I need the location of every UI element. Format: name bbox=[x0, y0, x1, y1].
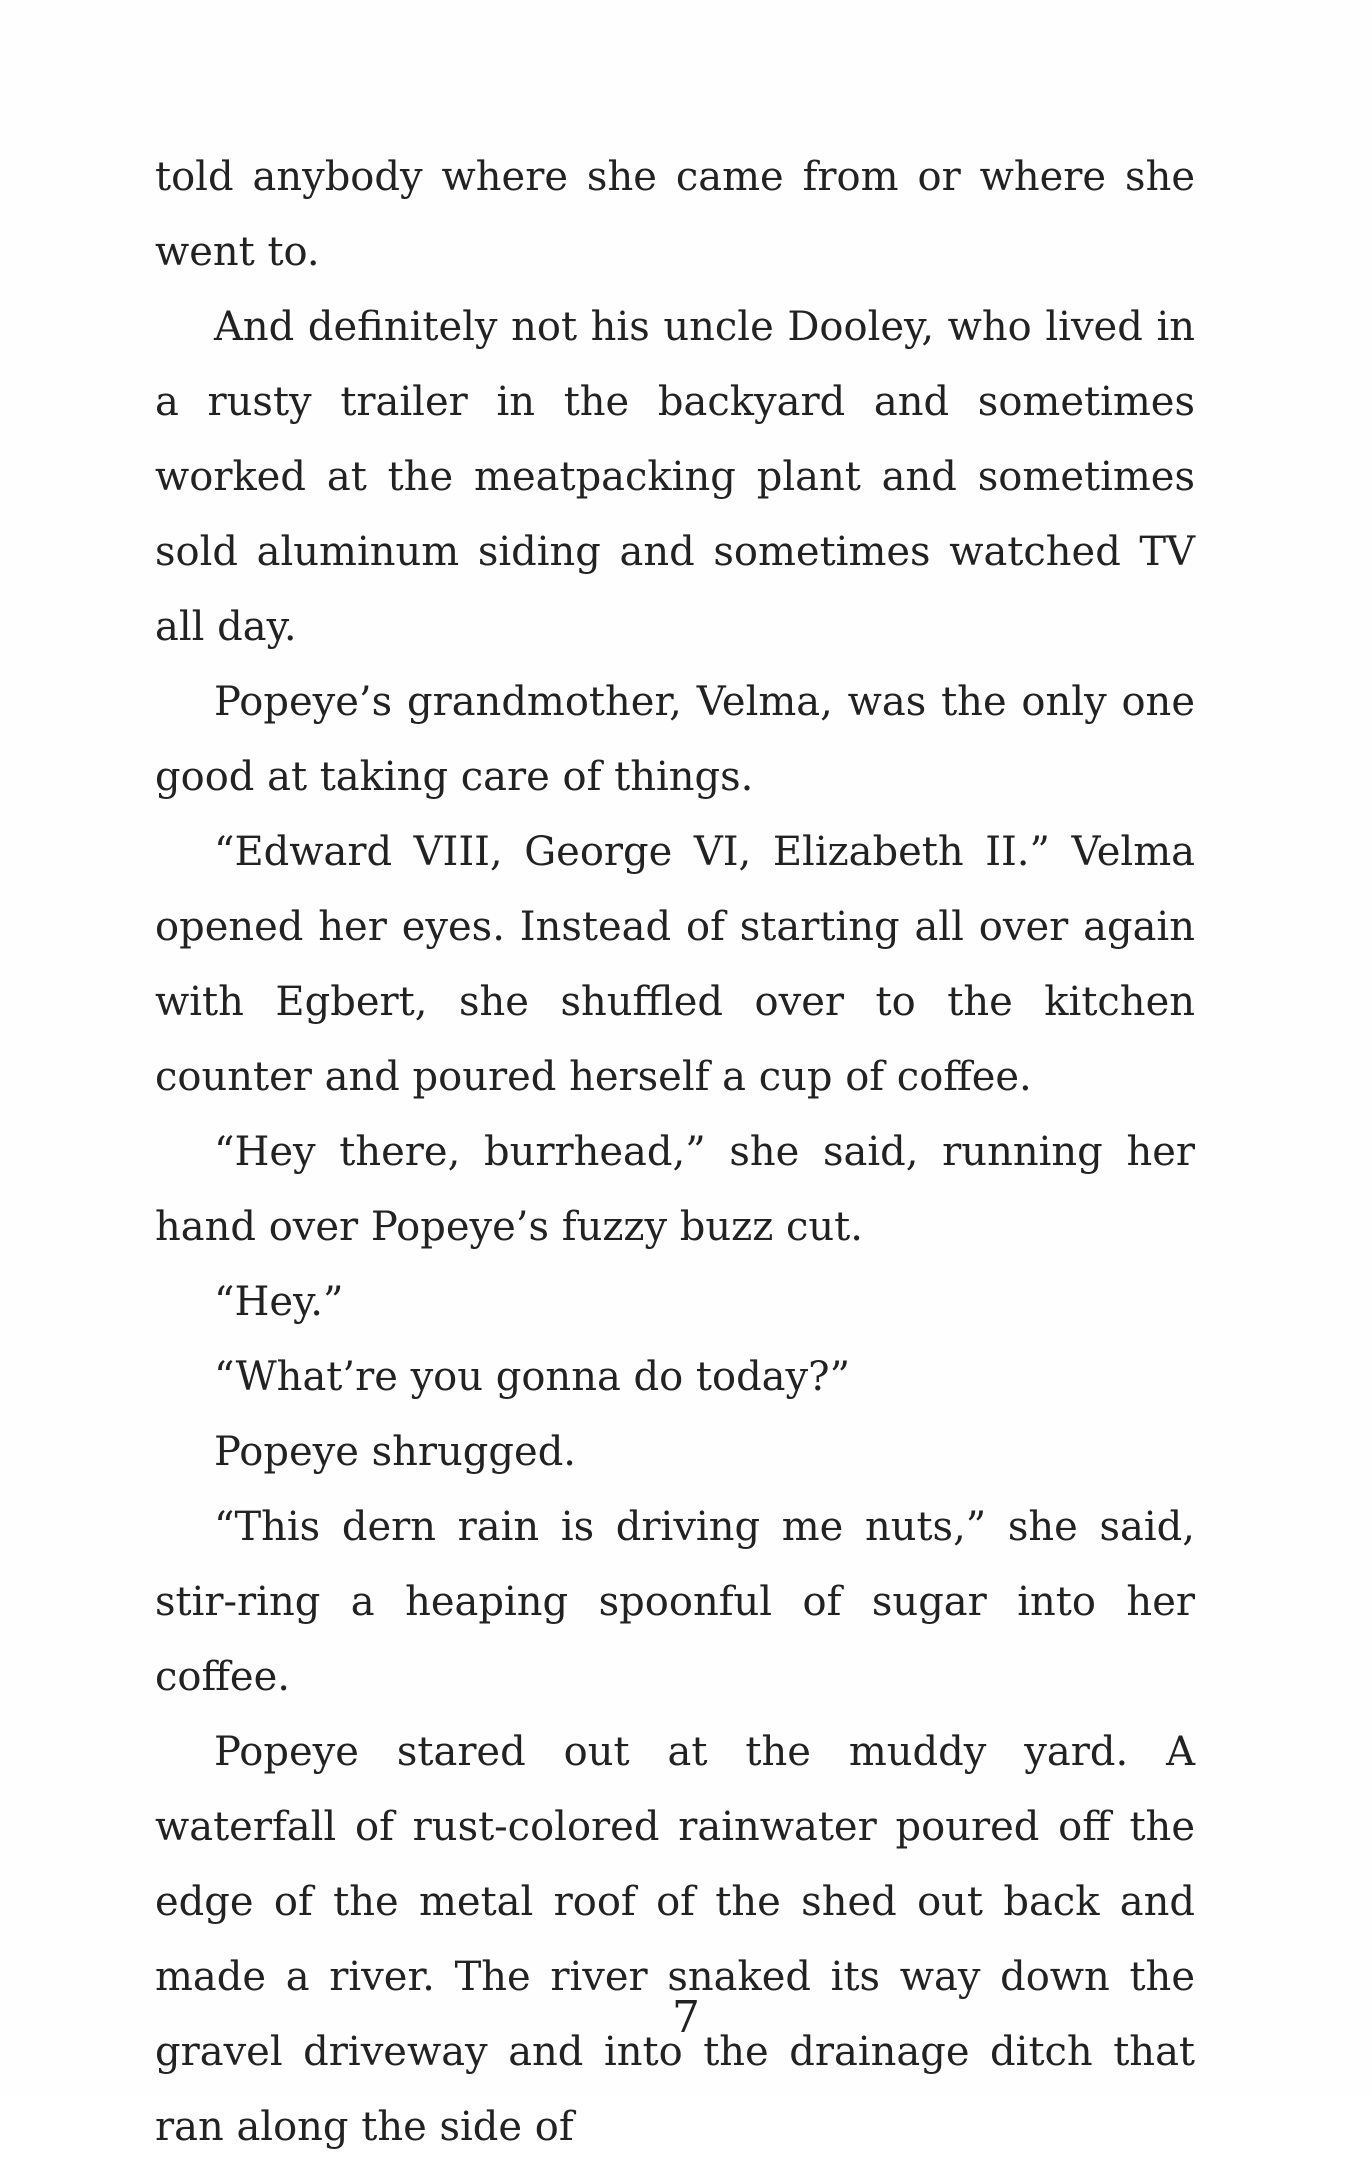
paragraph: told anybody where she came from or where she went to. bbox=[155, 154, 1195, 275]
body-text bbox=[155, 140, 1195, 2165]
paragraph: “Edward VIII, George VI, Elizabeth II.” Velma opened her eyes. Instead of starting all over again with Egbert, she shuffled over to the kitchen counter and poured herself a cup of coffee. bbox=[155, 829, 1195, 1100]
paragraph: “This dern rain is driving me nuts,” she said, stir-ring a heaping spoonful of sugar into her coffee. bbox=[155, 1504, 1195, 1700]
paragraph: “Hey there, burrhead,” she said, running her hand over Popeye’s fuzzy buzz cut. bbox=[155, 1129, 1195, 1250]
paragraph: “Hey.” bbox=[214, 1279, 344, 1325]
page-number: 7 bbox=[672, 1992, 700, 2043]
paragraph: And definitely not his uncle Dooley, who lived in a rusty trailer in the backyard and sometimes worked at the meatpacking plant and sometimes sold aluminum siding and sometimes watched TV all day. bbox=[155, 304, 1195, 650]
paragraph: Popeye shrugged. bbox=[214, 1429, 577, 1475]
paragraph: Popeye’s grandmother, Velma, was the only one good at taking care of things. bbox=[155, 679, 1195, 800]
paragraph: Popeye stared out at the muddy yard. A waterfall of rust-colored rainwater poured off the edge of the metal roof of the shed out back and made a river. The river snaked its way down the gravel driveway and into the drainage ditch that ran along the side of bbox=[155, 1729, 1195, 2150]
paragraph: “What’re you gonna do today?” bbox=[214, 1354, 851, 1400]
